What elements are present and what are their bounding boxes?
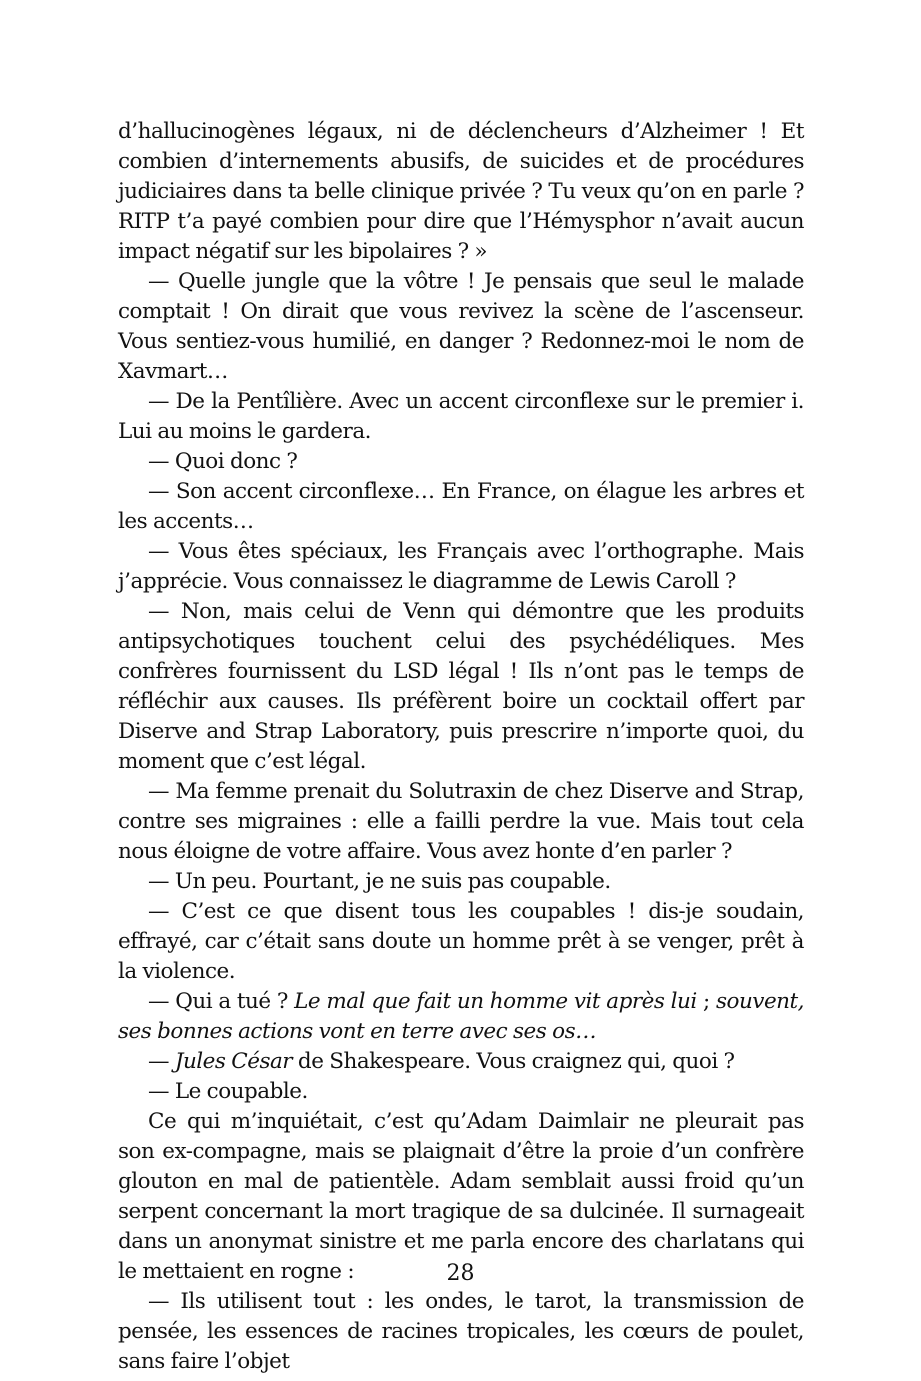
italic-text: Jules César bbox=[174, 1049, 293, 1074]
text-segment: — C’est ce que disent tous les coupables ! dis-je soudain, effrayé, car c’était sans doute un homme prêt à se venger, prêt à la violence. bbox=[118, 899, 804, 984]
italic-text: souvent, ses bonnes actions vont en terre avec ses os… bbox=[118, 989, 804, 1044]
text-segment: d’hallucinogènes légaux, ni de déclencheurs d’Alzheimer ! Et combien d’internements abusifs, de suicides et de procédures judiciaires dans ta belle clinique privée ? Tu veux qu’on en parle ? RITP t’a payé combien pour dire que l’Hémysphor n’avait aucun impact négatif sur les bipolaires ? » bbox=[118, 119, 804, 264]
text-segment: — Un peu. Pourtant, je ne suis pas coupable. bbox=[148, 869, 611, 894]
paragraph bbox=[118, 597, 804, 777]
italic-text: Le mal que fait un homme vit après lui bbox=[294, 989, 697, 1014]
text-segment: ; bbox=[696, 989, 716, 1014]
text-segment: de Shakespeare. Vous craignez qui, quoi ? bbox=[292, 1049, 735, 1074]
text-segment: — Ils utilisent tout : les ondes, le tarot, la transmission de pensée, les essences de racines tropicales, les cœurs de poulet, sans faire l’objet bbox=[118, 1289, 804, 1374]
paragraph bbox=[118, 447, 804, 477]
paragraph bbox=[118, 1107, 804, 1287]
paragraph bbox=[118, 537, 804, 597]
paragraph bbox=[118, 777, 804, 867]
paragraph bbox=[118, 477, 804, 537]
text-segment: — Son accent circonflexe… En France, on élague les arbres et les accents… bbox=[118, 479, 804, 534]
text-segment: — Qui a tué ? bbox=[148, 989, 295, 1014]
paragraph bbox=[118, 1077, 804, 1107]
paragraph bbox=[118, 987, 804, 1047]
text-segment: — Quelle jungle que la vôtre ! Je pensais que seul le malade comptait ! On dirait que vous revivez la scène de l’ascenseur. Vous sentiez-vous humilié, en danger ? Redonnez-moi le nom de Xavmart… bbox=[118, 269, 804, 384]
paragraph bbox=[118, 387, 804, 447]
text-segment: — Non, mais celui de Venn qui démontre que les produits antipsychotiques touchent celui des psychédéliques. Mes confrères fournissent du LSD légal ! Ils n’ont pas le temps de réfléchir aux causes. Ils préfèrent boire un cocktail offert par Diserve and Strap Laboratory, puis prescrire n’importe quoi, du moment que c’est légal. bbox=[118, 599, 804, 774]
paragraph bbox=[118, 1287, 804, 1377]
page-number: 28 bbox=[446, 1261, 475, 1286]
text-segment: — Quoi donc ? bbox=[148, 449, 298, 474]
text-segment: — Le coupable. bbox=[148, 1079, 308, 1104]
text-segment: — De la Pentîlière. Avec un accent circonflexe sur le premier i. Lui au moins le gardera. bbox=[118, 389, 804, 444]
paragraph bbox=[118, 1047, 804, 1077]
paragraph bbox=[118, 117, 804, 267]
text-segment: Ce qui m’inquiétait, c’est qu’Adam Daimlair ne pleurait pas son ex-compagne, mais se plaignait d’être la proie d’un confrère glouton en mal de patientèle. Adam semblait aussi froid qu’un serpent concernant la mort tragique de sa dulcinée. Il surnageait dans un anonymat sinistre et me parla encore des charlatans qui le mettaient en rogne : bbox=[118, 1109, 804, 1284]
paragraph bbox=[118, 867, 804, 897]
paragraph bbox=[118, 267, 804, 387]
text-segment: — Vous êtes spéciaux, les Français avec l’orthographe. Mais j’apprécie. Vous connaissez le diagramme de Lewis Caroll ? bbox=[118, 539, 804, 594]
page-body bbox=[118, 117, 804, 1377]
text-segment: — Ma femme prenait du Solutraxin de chez Diserve and Strap, contre ses migraines : elle a failli perdre la vue. Mais tout cela nous éloigne de votre affaire. Vous avez honte d’en parler ? bbox=[118, 779, 804, 864]
paragraph bbox=[118, 897, 804, 987]
text-segment: — bbox=[148, 1049, 175, 1074]
